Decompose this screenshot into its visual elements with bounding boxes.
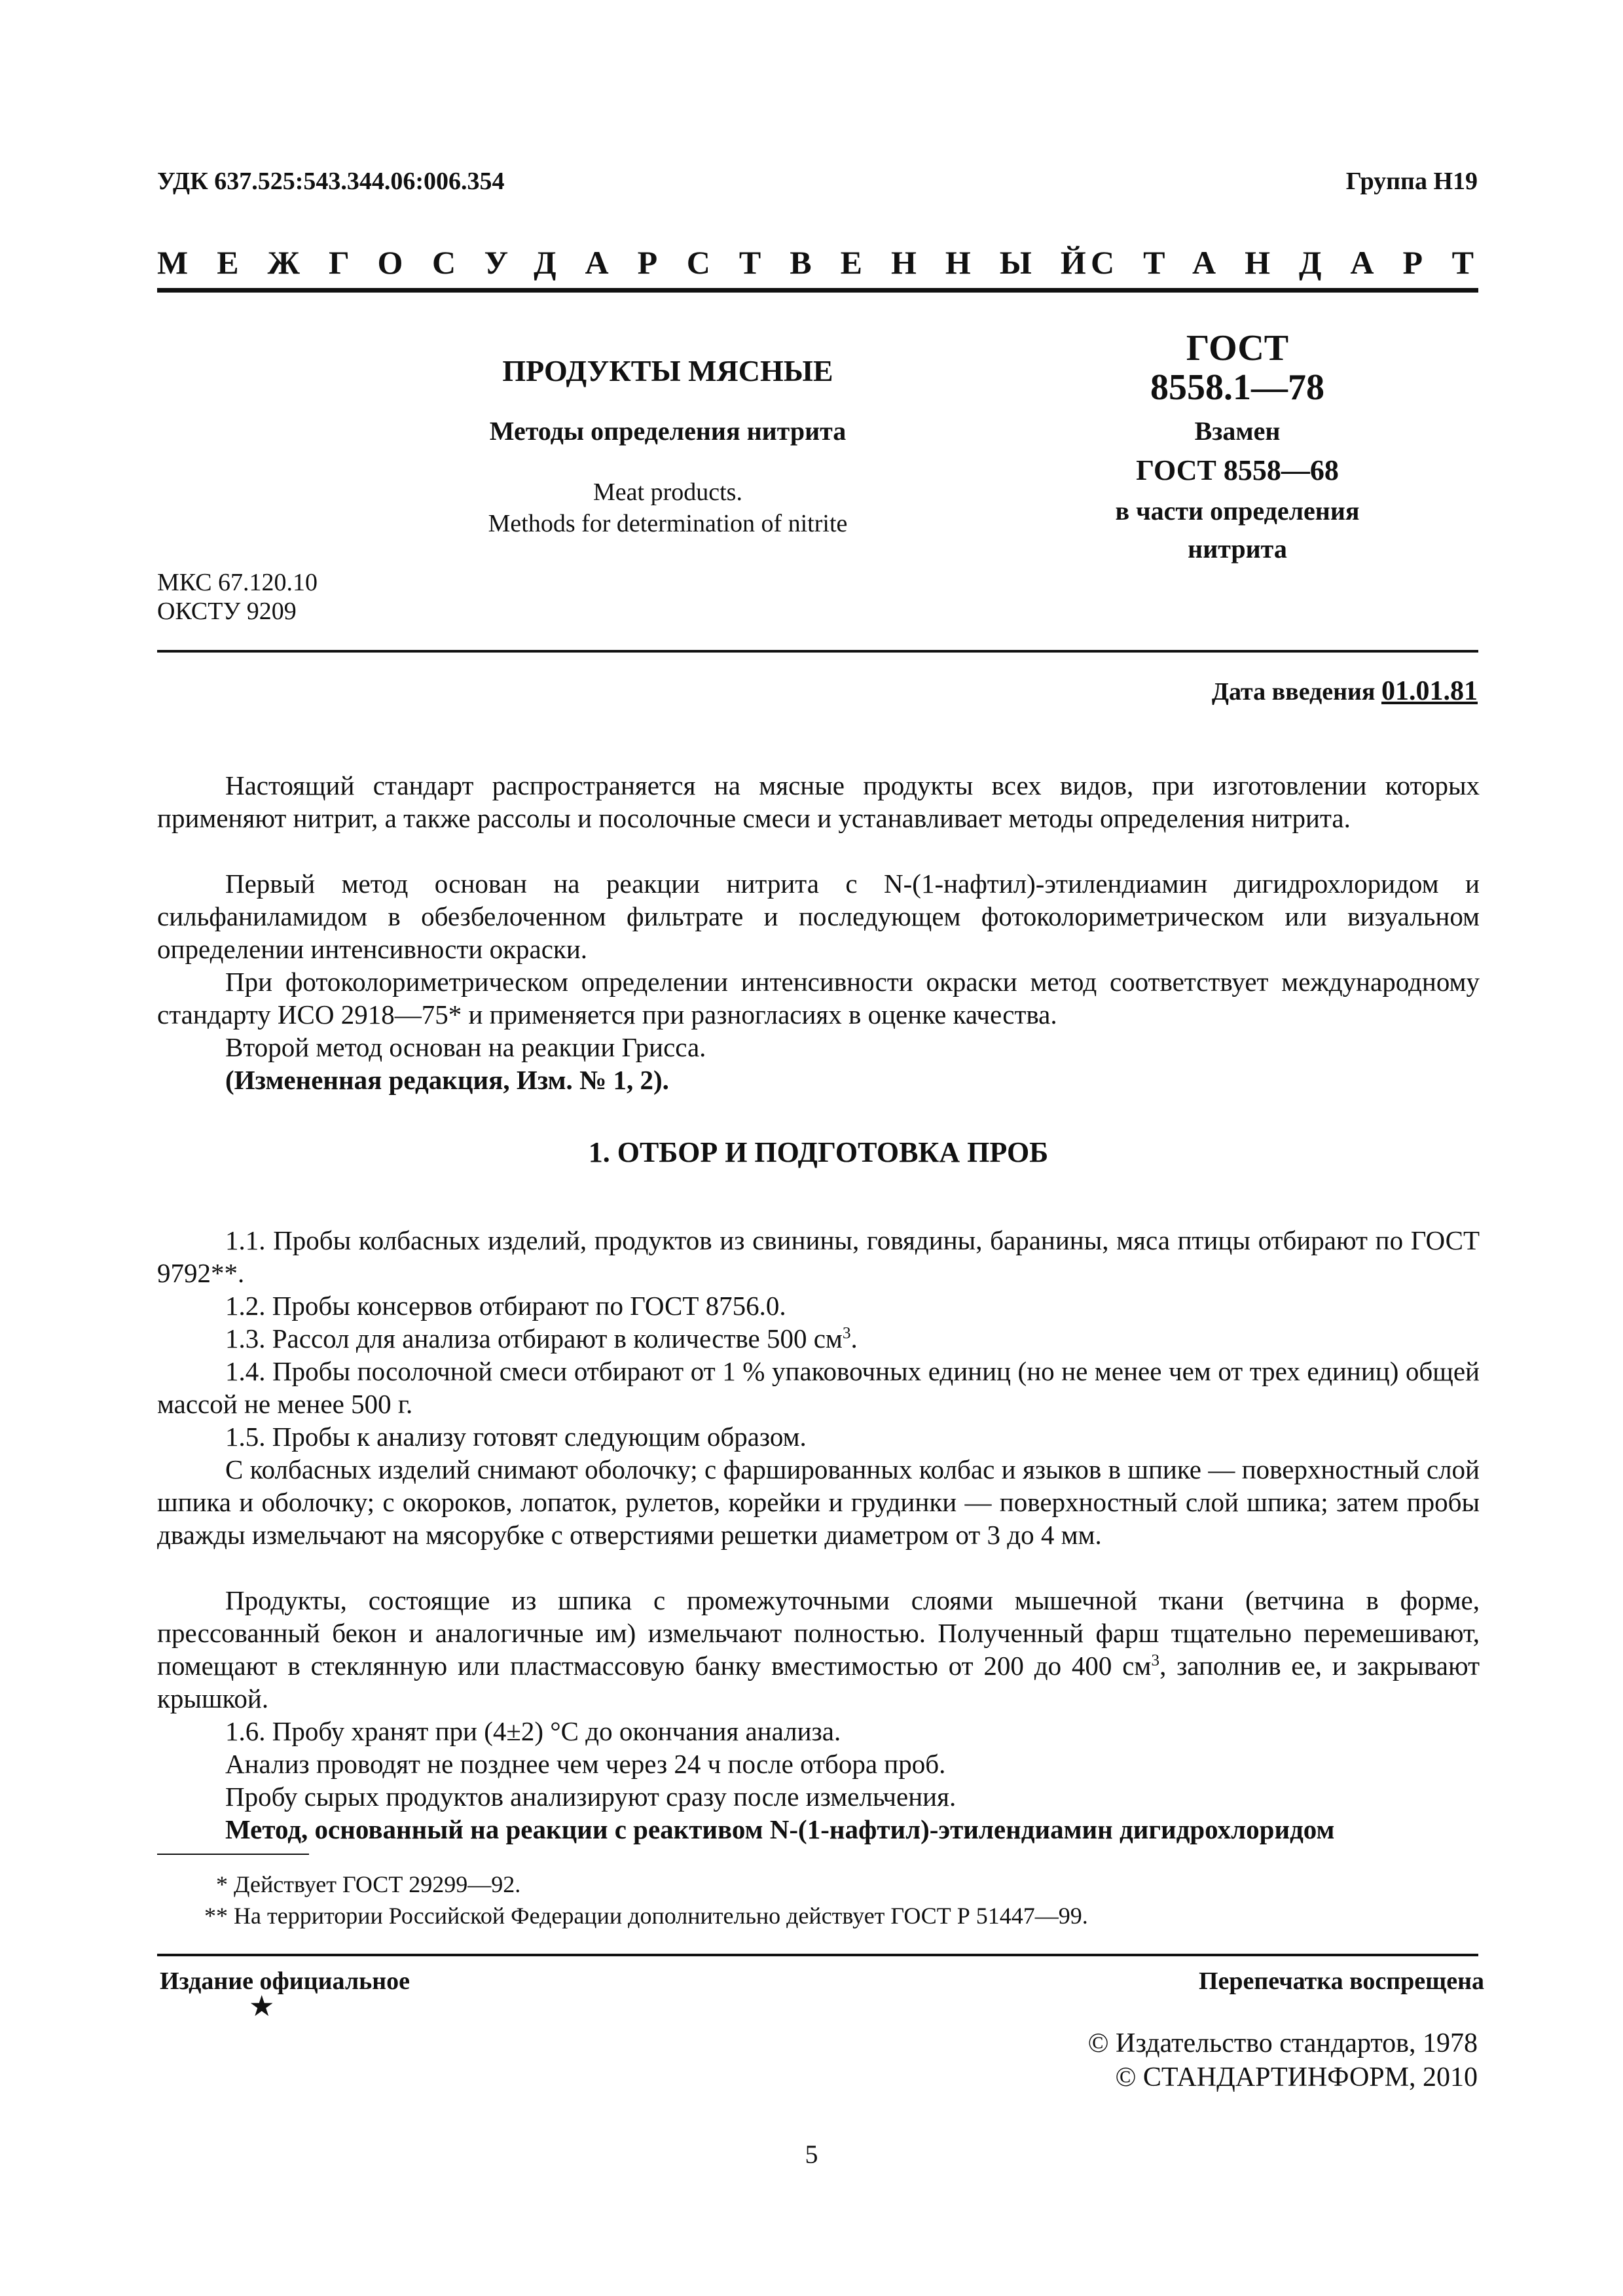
header-rule bbox=[157, 288, 1478, 293]
footnote-2: ** На территории Российской Федерации дополнительно действует ГОСТ Р 51447—99. bbox=[204, 1903, 1088, 1929]
method-heading: Метод, основанный на реакции с реактивом N-(1-нафтил)-этилендиамин дигидрохлоридом bbox=[225, 1814, 1335, 1844]
clause-1-3 bbox=[157, 1322, 1480, 1355]
clause-1-2: 1.2. Пробы консервов отбирают по ГОСТ 8756.0. bbox=[225, 1291, 786, 1321]
official-edition: Издание официальное bbox=[160, 1967, 410, 1995]
clause-1-6: 1.6. Пробу хранят при (4±2) °С до окончания анализа. bbox=[225, 1716, 841, 1746]
udk-code: УДК 637.525:543.344.06:006.354 bbox=[157, 168, 505, 195]
document-title: ПРОДУКТЫ МЯСНЫЕ bbox=[502, 354, 833, 387]
copyright-1978: © Издательство стандартов, 1978 bbox=[1087, 2028, 1478, 2058]
clause-1-3-end: . bbox=[850, 1323, 858, 1354]
page-number: 5 bbox=[805, 2140, 818, 2169]
gost-replaces: Взамен bbox=[1194, 416, 1281, 446]
star-icon: ★ bbox=[249, 1990, 275, 2022]
gost-old-number: ГОСТ 8558—68 bbox=[1136, 454, 1339, 486]
mks-code: МКС 67.120.10 bbox=[157, 569, 318, 596]
clause-1-3-text: 1.3. Рассол для анализа отбирают в количестве 500 см bbox=[225, 1323, 843, 1354]
clause-1-5-products bbox=[157, 1584, 1480, 1715]
english-title-line2: Methods for determination of nitrite bbox=[488, 510, 848, 537]
clause-1-5-products-sup: 3 bbox=[1151, 1651, 1160, 1670]
gost-number: 8558.1—78 bbox=[1150, 367, 1324, 408]
group-code: Группа Н19 bbox=[1345, 168, 1478, 195]
clause-1-5-casings: С колбасных изделий снимают оболочку; с фаршированных колбас и языков в шпике — поверхностный слой шпика и оболочку; с окороков, лопаток, рулетов, корейки и грудинки — поверхностный слой шпика; затем пробы дважды измельчают на мясорубке с отверстиями решетки диаметром от 3 до 4 мм. bbox=[157, 1454, 1480, 1550]
gost-label: ГОСТ bbox=[1186, 328, 1289, 368]
intro-amendment-note: (Измененная редакция, Изм. № 1, 2). bbox=[225, 1065, 669, 1095]
intro-date-label: Дата введения bbox=[1211, 678, 1376, 706]
gost-part-line2: нитрита bbox=[1188, 534, 1287, 564]
banner-interstate: МЕЖГОСУДАРСТВЕННЫЙ bbox=[157, 244, 1115, 281]
intro-paragraph-2: Первый метод основан на реакции нитрита с N-(1-нафтил)-этилендиамин дигидрохлоридом и сильфаниламидом в обезбелоченном фильтрате и последующем фотоколориметрическом или визуальном определении интенсивности окраски. bbox=[157, 869, 1480, 964]
banner-standard: СТАНДАРТ bbox=[1091, 244, 1503, 281]
gost-part-line1: в части определения bbox=[1115, 496, 1360, 526]
footnote-rule bbox=[157, 1854, 309, 1855]
intro-paragraph-4: Второй метод основан на реакции Грисса. bbox=[225, 1032, 706, 1062]
intro-date bbox=[1212, 675, 1478, 707]
english-title-line1: Meat products. bbox=[593, 478, 742, 506]
intro-paragraph-1: Настоящий стандарт распространяется на мясные продукты всех видов, при изготовлении которых применяют нитрит, а также рассолы и посолочные смеси и устанавливает методы определения нитрита. bbox=[157, 770, 1480, 833]
okstu-code: ОКСТУ 9209 bbox=[157, 598, 297, 625]
codes-rule bbox=[157, 650, 1478, 653]
intro-date-value: 01.01.81 bbox=[1381, 676, 1478, 706]
clause-1-6-raw: Пробу сырых продуктов анализируют сразу после измельчения. bbox=[225, 1782, 957, 1812]
section-1-heading: 1. ОТБОР И ПОДГОТОВКА ПРОБ bbox=[588, 1136, 1049, 1168]
copyright-2010: © СТАНДАРТИНФОРМ, 2010 bbox=[1115, 2062, 1478, 2092]
clause-1-6-analysis: Анализ проводят не позднее чем через 24 ч после отбора проб. bbox=[225, 1749, 946, 1779]
clause-1-4: 1.4. Пробы посолочной смеси отбирают от 1 % упаковочных единиц (но не менее чем от трех единиц) общей массой не менее 500 г. bbox=[157, 1356, 1480, 1419]
footnote-1: * Действует ГОСТ 29299—92. bbox=[216, 1871, 521, 1897]
clause-1-1: 1.1. Пробы колбасных изделий, продуктов из свинины, говядины, баранины, мяса птицы отбирают по ГОСТ 9792**. bbox=[157, 1225, 1480, 1288]
clause-1-5: 1.5. Пробы к анализу готовят следующим образом. bbox=[225, 1422, 807, 1452]
intro-paragraph-3: При фотоколориметрическом определении интенсивности окраски метод соответствует международному стандарту ИСО 2918—75* и применяется при разногласиях в оценке качества. bbox=[157, 967, 1480, 1030]
document-subtitle: Методы определения нитрита bbox=[489, 416, 847, 446]
clause-1-5-products-text: Продукты, состоящие из шпика с промежуточными слоями мышечной ткани (ветчина в форме, прессованный бекон и аналогичные им) измельчают полностью. Полученный фарш тщательно перемешивают, помещают в стеклянную или пластмассовую банку вместимостью от 200 до 400 см bbox=[157, 1585, 1480, 1681]
clause-1-5-products-end: , заполнив ее, и закрывают крышкой. bbox=[157, 1651, 1480, 1713]
clause-1-3-sup: 3 bbox=[842, 1323, 851, 1342]
reprint-prohibited: Перепечатка воспрещена bbox=[1198, 1967, 1484, 1995]
footer-rule bbox=[157, 1954, 1478, 1956]
